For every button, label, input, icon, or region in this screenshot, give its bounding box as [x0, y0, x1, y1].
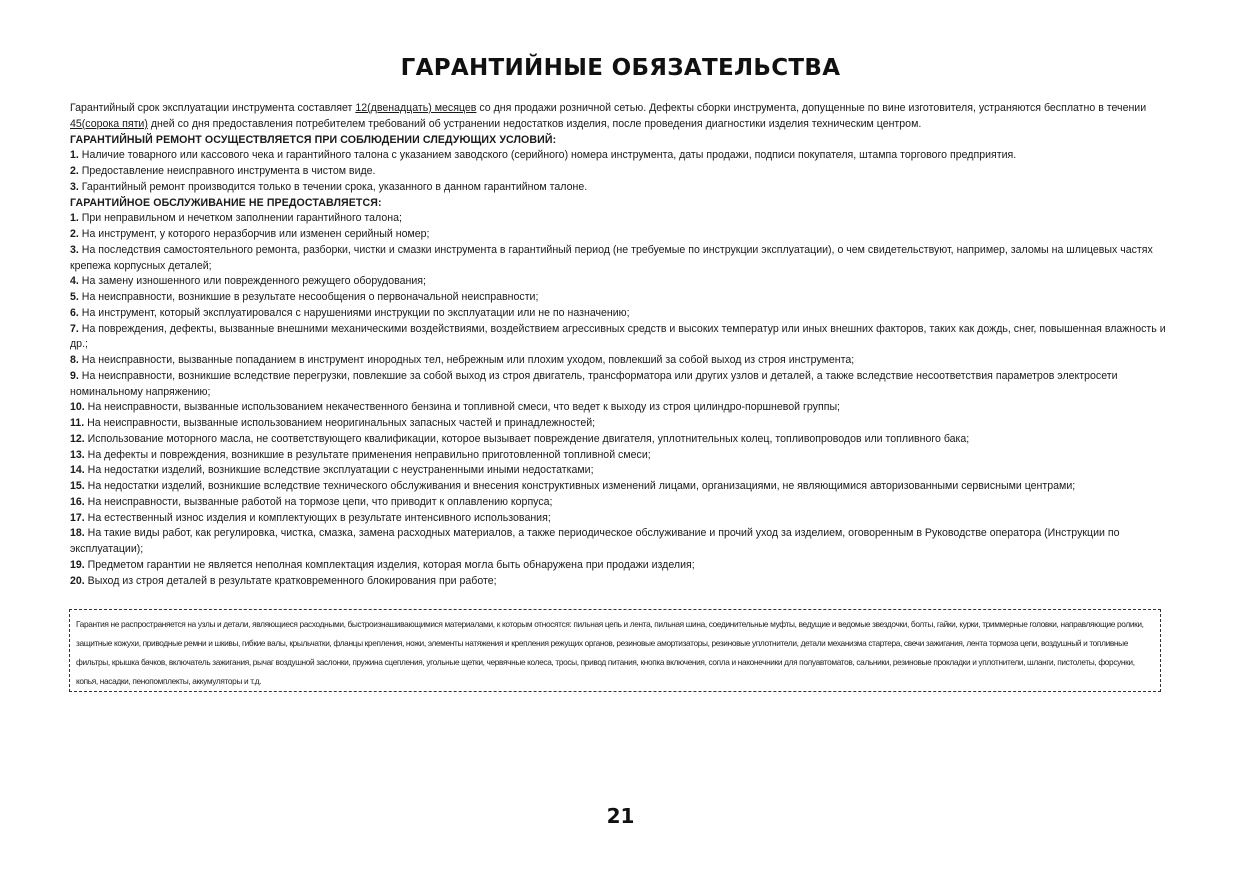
- warranty-term: 12(двенадцать) месяцев: [355, 102, 477, 114]
- item-number: 15.: [70, 480, 85, 492]
- item-number: 3.: [70, 180, 79, 193]
- list-item: [70, 180, 1170, 196]
- list-item: [70, 353, 1170, 369]
- exclusions-list: [70, 211, 1170, 589]
- list-item: [70, 526, 1170, 558]
- list-item: [70, 511, 1170, 527]
- item-number: 2.: [70, 165, 79, 177]
- list-item: [70, 432, 1170, 448]
- item-number: 2.: [70, 228, 79, 240]
- list-item: [70, 448, 1170, 464]
- list-item: [70, 148, 1170, 164]
- page-title: ГАРАНТИЙНЫЕ ОБЯЗАТЕЛЬСТВА: [400, 55, 841, 81]
- item-text: Выход из строя деталей в результате кратковременного блокирования при работе;: [84, 574, 497, 587]
- item-text: На дефекты и повреждения, возникшие в результате применения неправильно приготовленной топливной смеси;: [84, 448, 651, 461]
- list-item: [70, 290, 1170, 306]
- item-text: На последствия самостоятельного ремонта, разборки, чистки и смазки инструмента в гарантийный период (не требуемые по инструкции эксплуатации), о чем свидетельствуют, например, заломы на шлицевых частях крепежа корпусных деталей;: [70, 243, 1153, 272]
- item-text: На замену изношенного или поврежденного режущего оборудования;: [78, 275, 426, 288]
- list-item: [70, 243, 1170, 275]
- intro-text-2: со дня продажи розничной сетью. Дефекты сборки инструмента, допущенные по вине изготовителя, устраняются бесплатно в течении: [476, 102, 1147, 114]
- conditions-heading: ГАРАНТИЙНЫЙ РЕМОНТ ОСУЩЕСТВЛЯЕТСЯ ПРИ СОБЛЮДЕНИИ СЛЕДУЮЩИХ УСЛОВИЙ:: [70, 133, 557, 146]
- item-text: Использование моторного масла, не соответствующего квалификации, которое вызывает повреждение двигателя, уплотнительных колец, топливопроводов или топливного бака;: [84, 432, 970, 445]
- item-number: 7.: [70, 322, 79, 335]
- page-number: 21: [606, 804, 635, 828]
- intro-text-1: Гарантийный срок эксплуатации инструмента составляет: [70, 102, 356, 114]
- list-item: [70, 306, 1170, 322]
- list-item: [70, 369, 1170, 401]
- item-text: При неправильном и нечетком заполнении гарантийного талона;: [78, 212, 402, 225]
- item-number: 5.: [70, 291, 79, 303]
- item-text: На недостатки изделий, возникшие вследствие технического обслуживания и внесения конструктивных изменений лицами, организациями, не являющимися авторизованными сервисными центрами;: [84, 480, 1076, 492]
- item-number: 13.: [70, 448, 85, 461]
- item-text: Наличие товарного или кассового чека и гарантийного талона с указанием заводского (серийного) номера инструмента, даты продажи, подписи покупателя, штампа торгового предприятия.: [78, 149, 1017, 162]
- item-text: На неисправности, вызванные попаданием в инструмент инородных тел, небрежным или плохим уходом, повлекший за собой выход из строя инструмента;: [78, 354, 855, 366]
- list-item: [70, 558, 1170, 574]
- item-number: 18.: [70, 527, 85, 540]
- item-number: 9.: [70, 369, 79, 382]
- list-item: [70, 164, 1170, 180]
- list-item: [70, 400, 1170, 416]
- item-text: На естественный износ изделия и комплектующих в результате интенсивного использования;: [84, 511, 551, 524]
- item-text: На недостатки изделий, возникшие вследствие эксплуатации с неустраненными иными недостатками;: [84, 464, 594, 477]
- item-text: Предметом гарантии не является неполная комплектация изделия, которая могла быть обнаружена при продажи изделия;: [84, 558, 695, 571]
- item-number: 11.: [70, 417, 85, 429]
- item-number: 20.: [70, 574, 85, 587]
- warranty-body: [70, 101, 1170, 589]
- item-text: На неисправности, возникшие вследствие перегрузки, повлекшие за собой выход из строя двигатель, трансформатора или других узлов и деталей, а также вследствие несоответствия параметров электросети номинальному напряжению;: [70, 369, 1118, 398]
- item-number: 12.: [70, 432, 85, 445]
- item-number: 6.: [70, 306, 79, 319]
- consumables-note-text: Гарантия не распространяется на узлы и детали, являющиеся расходными, быстроизнашивающимися материалами, к которым относятся: пильная цепь и лента, пильная шина, соединительные муфты, ведущие и ведомые звездочки, болты, гайки, курки, триммерные головки, направляющие ролики, защитные кожухи, приводные ремни и шкивы, гибкие валы, крыльчатки, фланцы крепления, ножи, элементы натяжения и крепления режущих органов, резиновые амортизаторы, резиновые уплотнители, детали механизма стартера, свечи зажигания, лента тормоза цепи, воздушный и топливные фильтры, крышка бачков, включатель зажигания, рычаг воздушной заслонки, пружина сцепления, угольные щетки, червячные колеса, тросы, привод питания, кнопка включения, сопла и наконечники для полуавтоматов, сальники, резиновые прокладки и уплотнители, шланги, пистолеты, форсунки, копья, насадки, пенопомплекты, аккумуляторы и т.д.: [76, 619, 1144, 687]
- item-text: На неисправности, вызванные работой на тормозе цепи, что приводит к оплавлению корпуса;: [84, 495, 553, 508]
- item-text: На неисправности, вызванные использованием неоригинальных запасных частей и принадлежностей;: [84, 417, 596, 429]
- repair-days: 45(сорока пяти): [70, 117, 148, 130]
- item-number: 4.: [70, 275, 79, 288]
- list-item: [70, 227, 1170, 243]
- item-number: 14.: [70, 464, 85, 477]
- item-number: 3.: [70, 243, 79, 256]
- list-item: [70, 495, 1170, 511]
- item-text: На повреждения, дефекты, вызванные внешними механическими воздействиями, воздействием агрессивных средств и высоких температур или иных внешних факторов, таких как дождь, снег, повышенная влажность и др.;: [70, 322, 1166, 351]
- item-number: 8.: [70, 354, 79, 366]
- list-item: [70, 479, 1170, 495]
- item-number: 19.: [70, 558, 85, 571]
- item-text: На такие виды работ, как регулировка, чистка, смазка, замена расходных материалов, а также периодическое обслуживание и прочий уход за изделием, оговоренным в Руководстве оператора (Инструкции по эксплуатации);: [70, 527, 1120, 555]
- item-text: Гарантийный ремонт производится только в течении срока, указанного в данном гарантийном талоне.: [78, 180, 588, 193]
- item-number: 16.: [70, 495, 85, 508]
- list-item: [70, 322, 1170, 354]
- item-text: Предоставление неисправного инструмента в чистом виде.: [78, 165, 376, 177]
- item-number: 1.: [70, 149, 79, 162]
- item-number: 10.: [70, 401, 85, 414]
- conditions-list: [70, 148, 1170, 195]
- item-text: На неисправности, вызванные использованием некачественного бензина и топливной смеси, что ведет к выходу из строя цилиндро-поршневой группы;: [84, 401, 840, 414]
- item-text: На инструмент, у которого неразборчив или изменен серийный номер;: [78, 228, 430, 240]
- list-item: [70, 463, 1170, 479]
- item-text: На инструмент, который эксплуатировался с нарушениями инструкции по эксплуатации или не по назначению;: [78, 306, 630, 319]
- item-text: На неисправности, возникшие в результате несообщения о первоначальной неисправности;: [78, 291, 539, 303]
- item-number: 1.: [70, 212, 79, 225]
- list-item: [70, 211, 1170, 227]
- intro-text-3: дней со дня предоставления потребителем требований об устранении недостатков изделия, после проведения диагностики изделия техническим центром.: [147, 117, 922, 130]
- exclusions-heading: ГАРАНТИЙНОЕ ОБСЛУЖИВАНИЕ НЕ ПРЕДОСТАВЛЯЕТСЯ:: [70, 196, 382, 209]
- consumables-note-box: [69, 609, 1161, 692]
- list-item: [70, 574, 1170, 590]
- list-item: [70, 416, 1170, 432]
- intro-paragraph: [70, 101, 1170, 133]
- item-number: 17.: [70, 511, 85, 524]
- list-item: [70, 274, 1170, 290]
